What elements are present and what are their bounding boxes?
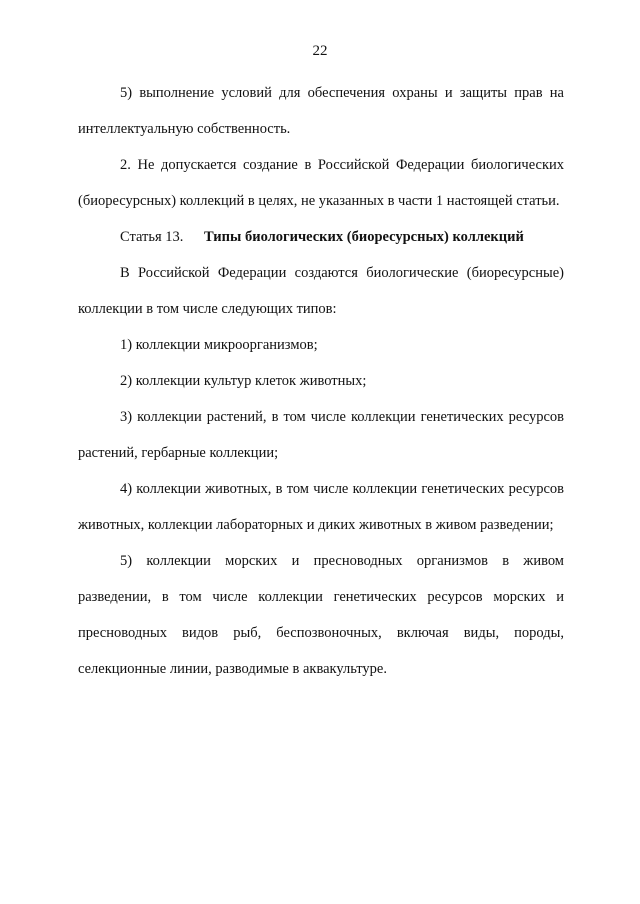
page-number: 22 <box>312 43 328 59</box>
list-item-4: 4) коллекции животных, в том числе коллекции генетических ресурсов животных, коллекции лабораторных и диких животных в живом разведении; <box>78 481 564 533</box>
paragraph-part-2: 2. Не допускается создание в Российской Федерации биологических (биоресурсных) коллекций в целях, не указанных в части 1 настоящей статьи. <box>78 157 564 209</box>
paragraph-intro: В Российской Федерации создаются биологические (биоресурсные) коллекции в том числе следующих типов: <box>78 265 564 317</box>
article-title: Типы биологических (биоресурсных) коллекций <box>204 229 524 245</box>
document-body <box>78 75 564 687</box>
article-heading <box>78 219 564 255</box>
list-item-5: 5) коллекции морских и пресноводных организмов в живом разведении, в том числе коллекции генетических ресурсов морских и пресноводных видов рыб, беспозвоночных, включая виды, породы, селекционные линии, разводимые в аквакультуре. <box>78 553 564 677</box>
paragraph-item-5: 5) выполнение условий для обеспечения охраны и защиты прав на интеллектуальную собственность. <box>78 85 564 137</box>
list-item-1: 1) коллекции микроорганизмов; <box>120 337 318 353</box>
article-label: Статья 13. <box>120 229 184 245</box>
list-item-3: 3) коллекции растений, в том числе коллекции генетических ресурсов растений, гербарные коллекции; <box>78 409 564 461</box>
list-item-2: 2) коллекции культур клеток животных; <box>120 373 367 389</box>
